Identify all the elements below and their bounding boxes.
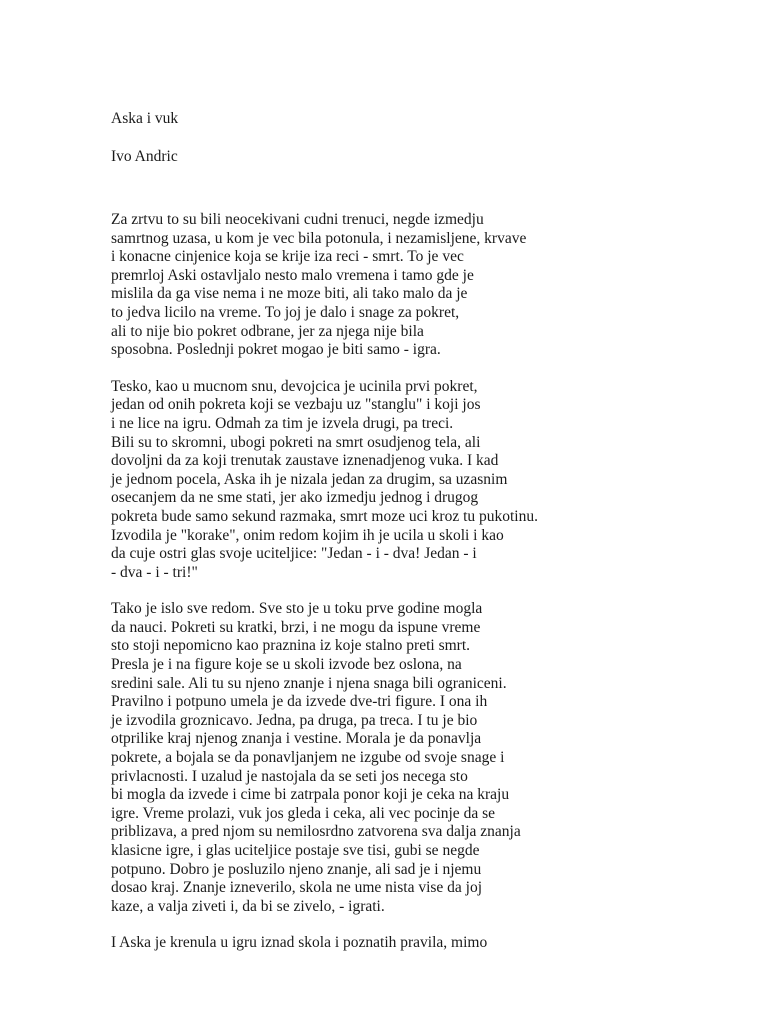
text-line: sposobna. Poslednji pokret mogao je biti samo - igra.: [111, 341, 441, 359]
text-line: mislila da ga vise nema i ne moze biti, ali tako malo da je: [111, 285, 468, 303]
text-line: dosao kraj. Znanje izneverilo, skola ne ume nista vise da joj: [111, 879, 483, 897]
text-line: to jedva licilo na vreme. To joj je dalo i snage za pokret,: [111, 303, 460, 321]
text-line: Za zrtvu to su bili neocekivani cudni trenuci, negde izmedju: [111, 211, 484, 228]
text-line: I Aska je krenula u igru iznad skola i poznatih pravila, mimo: [111, 934, 488, 952]
text-line: da cuje ostri glas svoje uciteljice: "Jedan - i - dva! Jedan - i: [111, 545, 477, 563]
text-line: je izvodila groznicavo. Jedna, pa druga, pa treca. I tu je bio: [111, 711, 478, 729]
text-line: privlacnosti. I uzalud je nastojala da se seti jos necega sto: [111, 767, 468, 785]
text-line: Bili su to skromni, ubogi pokreti na smrt osudjenog tela, ali: [111, 433, 481, 451]
text-line: pokrete, a bojala se da ponavljanjem ne izgube od svoje snage i: [111, 749, 505, 767]
text-line: je jednom pocela, Aska ih je nizala jedan za drugim, sa uzasnim: [111, 470, 508, 488]
text-line: dovoljni da za koji trenutak zaustave iznenadjenog vuka. I kad: [111, 452, 499, 470]
text-line: kaze, a valja ziveti i, da bi se zivelo, - igrati.: [111, 897, 385, 915]
text-line: - dva - i - tri!": [111, 563, 198, 581]
document-title: Aska i vuk: [111, 110, 179, 127]
paragraph: [111, 211, 751, 360]
text-line: Presla je i na figure koje se u skoli izvode bez oslona, na: [111, 656, 462, 674]
document-body: [111, 211, 751, 953]
paragraph: [111, 378, 751, 583]
paragraph: [111, 600, 751, 916]
text-line: sto stoji nepomicno kao praznina iz koje stalno preti smrt.: [111, 637, 471, 655]
text-line: pokreta bude samo sekund razmaka, smrt moze uci kroz tu pukotinu.: [111, 507, 538, 525]
text-line: potpuno. Dobro je posluzilo njeno znanje, ali sad je i njemu: [111, 860, 482, 878]
document-page: [111, 110, 751, 971]
text-line: da nauci. Pokreti su kratki, brzi, i ne mogu da ispune vreme: [111, 618, 481, 636]
text-line: bi mogla da izvede i cime bi zatrpala ponor koji je ceka na kraju: [111, 786, 510, 804]
text-line: jedan od onih pokreta koji se vezbaju uz "stanglu" i koji jos: [111, 396, 481, 414]
text-line: Pravilno i potpuno umela je da izvede dve-tri figure. I ona ih: [111, 693, 488, 711]
text-line: Izvodila je "korake", onim redom kojim ih je ucila u skoli i kao: [111, 526, 504, 544]
text-line: priblizava, a pred njom su nemilosrdno zatvorena sva dalja znanja: [111, 823, 521, 841]
text-line: premrloj Aski ostavljalo nesto malo vremena i tamo gde je: [111, 266, 474, 284]
text-line: otprilike kraj njenog znanja i vestine. Morala je da ponavlja: [111, 730, 482, 748]
text-line: osecanjem da ne sme stati, jer ako izmedju jednog i drugog: [111, 489, 479, 507]
text-line: ali to nije bio pokret odbrane, jer za njega nije bila: [111, 322, 424, 340]
text-line: sredini sale. Ali tu su njeno znanje i njena snaga bili ograniceni.: [111, 674, 507, 692]
text-line: klasicne igre, i glas uciteljice postaje sve tisi, gubi se negde: [111, 842, 480, 859]
text-line: Tako je islo sve redom. Sve sto je u toku prve godine mogla: [111, 600, 483, 618]
text-line: i ne lice na igru. Odmah za tim je izvela drugi, pa treci.: [111, 414, 454, 432]
text-line: Tesko, kao u mucnom snu, devojcica je ucinila prvi pokret,: [111, 377, 478, 395]
paragraph: [111, 934, 751, 953]
document-author: Ivo Andric: [111, 148, 178, 165]
text-line: igre. Vreme prolazi, vuk jos gleda i ceka, ali vec pocinje da se: [111, 804, 495, 822]
text-line: samrtnog uzasa, u kom je vec bila potonula, i nezamisljene, krvave: [111, 229, 527, 247]
text-line: i konacne cinjenice koja se krije iza reci - smrt. To je vec: [111, 248, 464, 266]
